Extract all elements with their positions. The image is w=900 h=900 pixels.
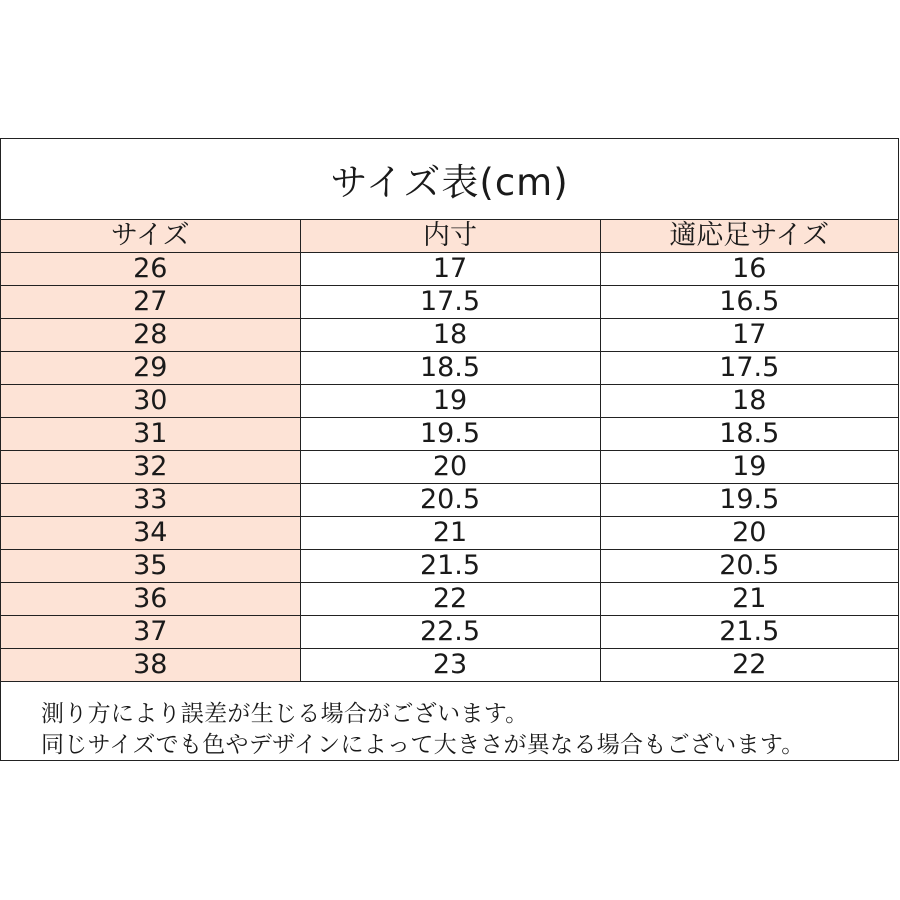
cell-inner-length: 18.5 [300,352,600,385]
cell-size: 29 [1,352,300,385]
chart-title: サイズ表(cm) [1,139,898,220]
cell-size: 38 [1,649,300,682]
cell-size: 31 [1,418,300,451]
cell-fit-foot-size: 21.5 [600,616,898,649]
notes [1,682,898,761]
cell-size: 28 [1,319,300,352]
header-size: サイズ [1,220,300,253]
table-row [1,253,898,286]
note-line: 同じサイズでも色やデザインによって大きさが異なる場合もございます。 [41,732,805,758]
cell-size: 26 [1,253,300,286]
size-chart [0,138,899,761]
cell-size: 30 [1,385,300,418]
table-row [1,616,898,649]
table-row [1,352,898,385]
table-row [1,583,898,616]
cell-inner-length: 17 [300,253,600,286]
cell-inner-length: 23 [300,649,600,682]
cell-fit-foot-size: 20 [600,517,898,550]
table-row [1,649,898,682]
table-row [1,550,898,583]
cell-fit-foot-size: 18.5 [600,418,898,451]
cell-size: 27 [1,286,300,319]
cell-inner-length: 20.5 [300,484,600,517]
cell-inner-length: 18 [300,319,600,352]
table-row [1,286,898,319]
cell-size: 33 [1,484,300,517]
note-line: 測り方により誤差が生じる場合がございます。 [41,701,529,727]
cell-size: 35 [1,550,300,583]
cell-fit-foot-size: 20.5 [600,550,898,583]
cell-inner-length: 21.5 [300,550,600,583]
cell-inner-length: 20 [300,451,600,484]
table-body [1,253,898,682]
cell-size: 34 [1,517,300,550]
cell-size: 32 [1,451,300,484]
cell-fit-foot-size: 17 [600,319,898,352]
cell-inner-length: 22.5 [300,616,600,649]
cell-fit-foot-size: 22 [600,649,898,682]
cell-inner-length: 19 [300,385,600,418]
size-table [1,220,898,682]
cell-fit-foot-size: 18 [600,385,898,418]
table-row [1,517,898,550]
cell-inner-length: 21 [300,517,600,550]
header-inner-length: 内寸 [300,220,600,253]
cell-fit-foot-size: 19.5 [600,484,898,517]
table-row [1,451,898,484]
header-row [1,220,898,253]
cell-fit-foot-size: 16.5 [600,286,898,319]
cell-size: 37 [1,616,300,649]
cell-fit-foot-size: 16 [600,253,898,286]
header-fit-foot-size: 適応足サイズ [600,220,898,253]
cell-inner-length: 19.5 [300,418,600,451]
cell-inner-length: 17.5 [300,286,600,319]
cell-inner-length: 22 [300,583,600,616]
table-row [1,418,898,451]
table-row [1,385,898,418]
cell-fit-foot-size: 19 [600,451,898,484]
cell-size: 36 [1,583,300,616]
table-row [1,484,898,517]
table-row [1,319,898,352]
cell-fit-foot-size: 17.5 [600,352,898,385]
cell-fit-foot-size: 21 [600,583,898,616]
